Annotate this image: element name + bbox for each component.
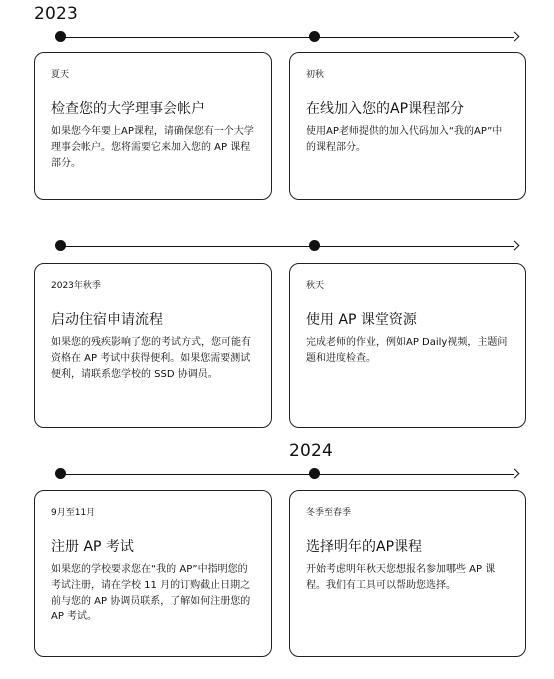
- year-label-2024: 2024: [289, 441, 334, 461]
- timeline-dot: [309, 31, 320, 42]
- timeline-dot: [55, 240, 66, 251]
- card-description: 如果您的学校要求您在“我的 AP”中指明您的考试注册，请在学校 11 月的订购截止日期之前与您的 AP 协调员联系，了解如何注册您的 AP 考试。: [51, 564, 251, 623]
- card-title: 选择明年的AP课程: [306, 539, 423, 555]
- card-description: 使用AP老师提供的加入代码加入“我的AP”中的课程部分。: [306, 126, 503, 153]
- milestone-card-fall-2023: [34, 263, 272, 428]
- card-season: 9月至11月: [51, 508, 96, 518]
- arrow-right-icon: [510, 469, 520, 479]
- arrow-right-icon: [510, 32, 520, 42]
- card-title: 检查您的大学理事会帐户: [51, 101, 205, 117]
- card-title: 注册 AP 考试: [51, 539, 134, 555]
- card-season: 2023年秋季: [51, 281, 101, 291]
- card-description: 完成老师的作业，例如AP Daily视频，主题问题和进度检查。: [306, 337, 508, 364]
- card-season: 冬季至春季: [306, 508, 352, 518]
- timeline-line: [57, 37, 514, 38]
- card-season: 初秋: [306, 70, 325, 80]
- milestone-card-autumn: [289, 263, 526, 428]
- card-description: 如果您的残疾影响了您的考试方式，您可能有资格在 AP 考试中获得便利。如果您需要测试便利，请联系您学校的 SSD 协调员。: [51, 337, 251, 380]
- milestone-card-sep-nov: [34, 490, 272, 657]
- year-label-2023: 2023: [34, 4, 79, 24]
- timeline-row-1: [55, 31, 518, 43]
- timeline-dot: [55, 468, 66, 479]
- card-title: 使用 AP 课堂资源: [306, 312, 417, 328]
- milestone-card-winter-spring: [289, 490, 526, 657]
- card-description: 开始考虑明年秋天您想报名参加哪些 AP 课程。我们有工具可以帮助您选择。: [306, 564, 496, 591]
- timeline-row-2: [55, 240, 518, 252]
- milestone-card-early-fall: [289, 52, 526, 200]
- card-description: 如果您今年要上AP课程，请确保您有一个大学理事会帐户。您将需要它来加入您的 AP 课程部分。: [51, 126, 254, 169]
- milestone-card-summer: [34, 52, 272, 200]
- arrow-right-icon: [510, 241, 520, 251]
- timeline-line: [57, 246, 514, 247]
- timeline-dot: [309, 468, 320, 479]
- card-title: 在线加入您的AP课程部分: [306, 101, 465, 117]
- timeline-dot: [309, 240, 320, 251]
- card-title: 启动住宿申请流程: [51, 312, 163, 328]
- timeline-dot: [55, 31, 66, 42]
- card-season: 夏天: [51, 70, 70, 80]
- timeline-row-3: [55, 468, 518, 480]
- timeline-line: [57, 474, 514, 475]
- card-season: 秋天: [306, 281, 325, 291]
